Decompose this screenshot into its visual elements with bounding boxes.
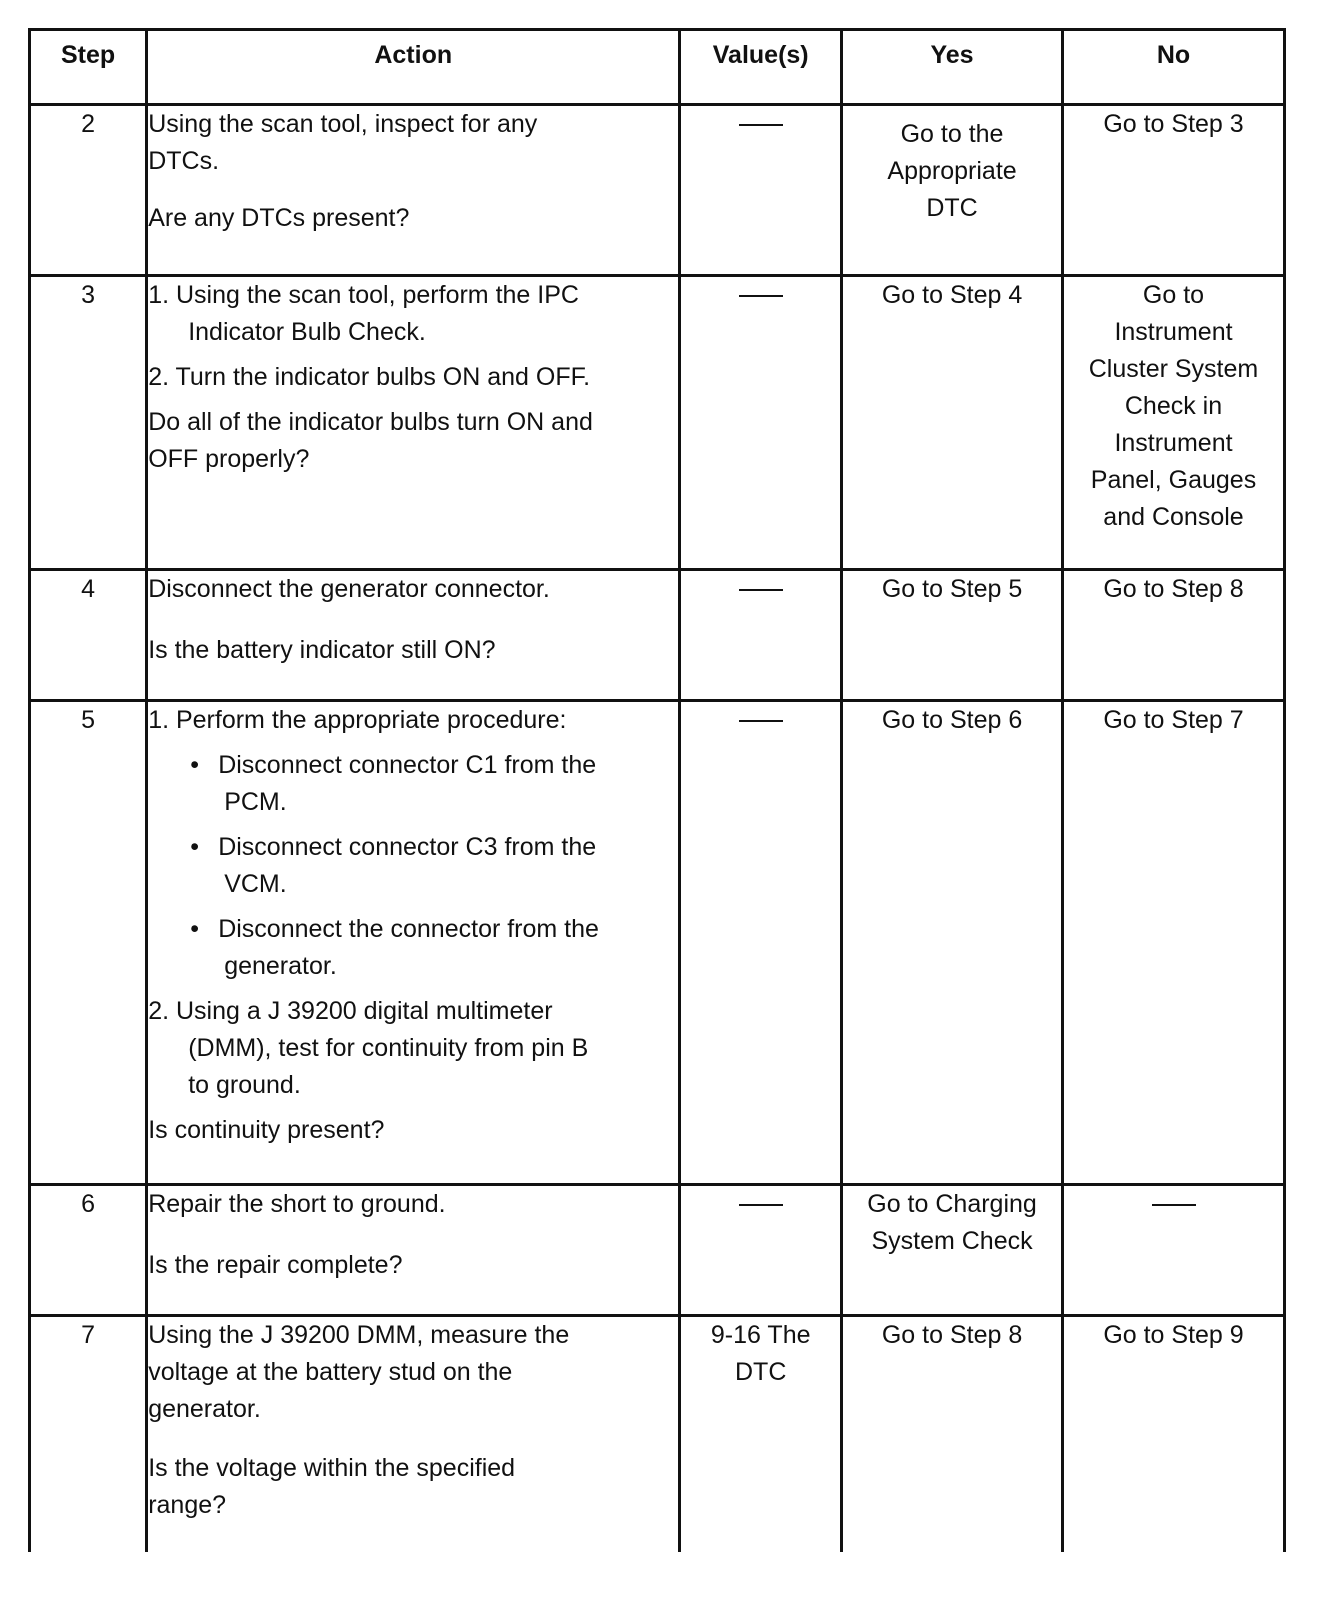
action-cell [147, 570, 680, 701]
yes-text: Go to Charging [867, 1190, 1037, 1218]
table-row [30, 570, 1285, 701]
value-text: 9-16 The [710, 1321, 811, 1349]
table-row [30, 276, 1285, 570]
yes-cell [842, 701, 1063, 1185]
dash-mark [739, 720, 783, 722]
step-number: 7 [30, 1316, 147, 1552]
action-text: Disconnect connector C1 from the [218, 751, 597, 779]
no-text: and Console [1103, 503, 1244, 531]
action-question: range? [148, 1491, 227, 1519]
action-cell [147, 276, 680, 570]
no-cell [1063, 1185, 1285, 1316]
header-yes: Yes [842, 30, 1063, 105]
diagnostic-table [28, 28, 1286, 1552]
table-row [30, 105, 1285, 276]
yes-text: Go to the [900, 120, 1004, 148]
action-text: 1. Perform the appropriate procedure: [148, 706, 567, 734]
yes-cell [842, 105, 1063, 276]
yes-text: Appropriate [887, 157, 1017, 185]
table-row [30, 1316, 1285, 1552]
yes-cell [842, 276, 1063, 570]
yes-text: Go to Step 6 [881, 706, 1023, 734]
no-text: Go to Step 3 [1103, 110, 1244, 138]
action-question: Are any DTCs present? [148, 204, 410, 232]
no-cell [1063, 276, 1285, 570]
table-row [30, 1185, 1285, 1316]
action-text: generator. [148, 1395, 261, 1423]
step-number: 5 [30, 701, 147, 1185]
action-text: Indicator Bulb Check. [188, 318, 426, 346]
action-text: DTCs. [148, 147, 220, 175]
table-row [30, 701, 1285, 1185]
dash-mark [739, 1204, 783, 1206]
action-text: VCM. [224, 870, 287, 898]
action-cell [147, 1185, 680, 1316]
step-number: 6 [30, 1185, 147, 1316]
action-text: PCM. [224, 788, 287, 816]
value-text: DTC [735, 1358, 787, 1386]
header-step: Step [30, 30, 147, 105]
action-question: Is the repair complete? [148, 1251, 403, 1279]
yes-text: Go to Step 5 [881, 575, 1023, 603]
dash-mark [739, 124, 783, 126]
yes-text: Go to Step 4 [881, 281, 1023, 309]
no-text: Panel, Gauges [1090, 466, 1257, 494]
no-text: Go to Step 8 [1103, 575, 1244, 603]
no-text: Go to [1142, 281, 1205, 309]
header-action: Action [147, 30, 680, 105]
header-no: No [1063, 30, 1285, 105]
no-text: Instrument [1114, 429, 1233, 457]
action-text: voltage at the battery stud on the [148, 1358, 513, 1386]
value-cell [680, 701, 842, 1185]
action-text: Using the scan tool, inspect for any [148, 110, 538, 138]
yes-text: System Check [871, 1227, 1033, 1255]
action-cell [147, 701, 680, 1185]
no-text: Check in [1124, 392, 1223, 420]
action-cell [147, 105, 680, 276]
yes-text: Go to Step 8 [881, 1321, 1023, 1349]
action-text: Disconnect the generator connector. [148, 575, 550, 603]
action-text: Repair the short to ground. [148, 1190, 446, 1218]
bullet-item [148, 911, 678, 985]
dash-mark [739, 589, 783, 591]
header-values: Value(s) [680, 30, 842, 105]
action-text: 2. Using a J 39200 digital multimeter [148, 997, 553, 1025]
dash-mark [739, 295, 783, 297]
action-text: generator. [224, 952, 337, 980]
action-text: to ground. [188, 1071, 301, 1099]
value-cell [680, 105, 842, 276]
yes-cell [842, 1316, 1063, 1552]
value-cell [680, 1316, 842, 1552]
no-cell [1063, 701, 1285, 1185]
no-cell [1063, 105, 1285, 276]
action-text: 2. Turn the indicator bulbs ON and OFF. [148, 363, 591, 391]
no-text: Go to Step 9 [1103, 1321, 1244, 1349]
action-question: Is continuity present? [148, 1116, 385, 1144]
action-text: Disconnect the connector from the [218, 915, 599, 943]
action-question: Do all of the indicator bulbs turn ON and [148, 408, 593, 436]
no-cell [1063, 570, 1285, 701]
no-cell [1063, 1316, 1285, 1552]
yes-cell [842, 570, 1063, 701]
step-number: 4 [30, 570, 147, 701]
dash-mark [1152, 1204, 1196, 1206]
yes-text: DTC [926, 194, 978, 222]
action-question: Is the voltage within the specified [148, 1454, 516, 1482]
step-number: 3 [30, 276, 147, 570]
no-text: Cluster System [1088, 355, 1259, 383]
action-text: 1. Using the scan tool, perform the IPC [148, 281, 579, 309]
no-text: Go to Step 7 [1103, 706, 1244, 734]
bullet-item [148, 829, 678, 903]
no-text: Instrument [1114, 318, 1233, 346]
action-question: OFF properly? [148, 445, 310, 473]
action-question: Is the battery indicator still ON? [148, 636, 496, 664]
step-number: 2 [30, 105, 147, 276]
value-cell [680, 276, 842, 570]
action-cell [147, 1316, 680, 1552]
bullet-item [148, 747, 678, 821]
value-cell [680, 1185, 842, 1316]
yes-cell [842, 1185, 1063, 1316]
action-text: Using the J 39200 DMM, measure the [148, 1321, 570, 1349]
header-row [30, 30, 1285, 105]
action-text: Disconnect connector C3 from the [218, 833, 597, 861]
action-text: (DMM), test for continuity from pin B [188, 1034, 589, 1062]
value-cell [680, 570, 842, 701]
